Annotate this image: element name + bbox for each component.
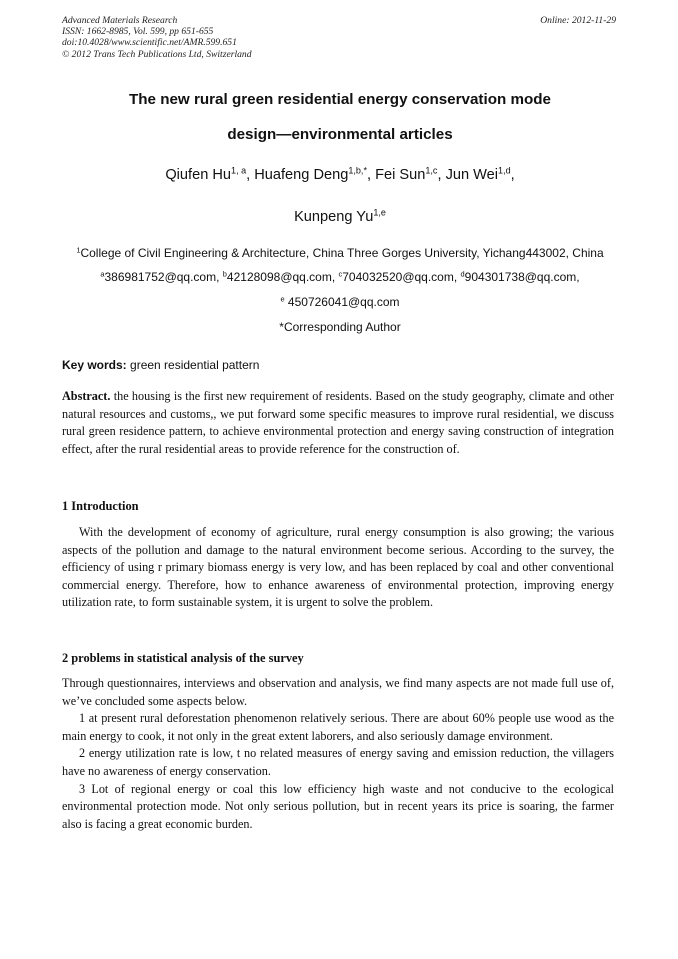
author-affiliation-sup: 1,b,* (348, 165, 367, 176)
survey-list-item: 1 at present rural deforestation phenomenon relatively serious. There are about 60% people use wood as the main energy to cook, it not only in the great extent laborers, and also seriously damage environment. (62, 711, 614, 743)
online-date: Online: 2012-11-29 (540, 15, 616, 26)
email-sup: d (460, 269, 465, 279)
email-sup: b (222, 269, 227, 279)
affiliation-text: College of Civil Engineering & Architecture, China Three Gorges University, Yichang443002, China (80, 246, 604, 260)
doi-line: doi:10.4028/www.scientific.net/AMR.599.651 (62, 37, 237, 49)
author-name: Fei Sun (375, 167, 426, 183)
email-address: 386981752@qq.com (104, 270, 217, 284)
email-address: 704032520@qq.com (342, 270, 454, 284)
issn-line: ISSN: 1662-8985, Vol. 599, pp 651-655 (62, 26, 214, 38)
author-list (62, 167, 618, 183)
affiliation-sup: 1 (76, 245, 81, 255)
abstract-label: Abstract. (62, 389, 111, 403)
email-separator: , (453, 270, 461, 284)
survey-section-body (62, 675, 614, 833)
journal-header (62, 15, 618, 60)
author-separator: , (510, 167, 515, 183)
email-separator: , (576, 270, 580, 284)
author-name: Jun Wei (445, 167, 499, 183)
email-address: 904301738@qq.com (464, 270, 577, 284)
email-address: 42128098@qq.com (226, 270, 332, 284)
survey-intro-paragraph: Through questionnaires, interviews and observation and analysis, we find many aspects are not made full use of, we’ve concluded some aspects below. (62, 676, 614, 708)
email-sup: a (100, 269, 105, 279)
section-heading-introduction: 1 Introduction (62, 499, 139, 513)
author-affiliation-sup: 1,c (425, 165, 438, 176)
author-name: Huafeng Deng (254, 167, 349, 183)
keywords (62, 358, 259, 372)
journal-name: Advanced Materials Research (62, 15, 178, 26)
copyright-line: © 2012 Trans Tech Publications Ltd, Switzerland (62, 48, 252, 60)
author-separator: , (366, 167, 376, 183)
corresponding-author-note: *Corresponding Author (279, 320, 401, 334)
author-affiliation-sup: 1,e (373, 207, 386, 218)
email-address: 450726041@qq.com (284, 295, 400, 309)
author-separator: , (437, 167, 446, 183)
keywords-label: Key words: (62, 358, 127, 372)
email-sup: c (338, 269, 343, 279)
author-separator: , (246, 167, 255, 183)
section-heading-survey-problems: 2 problems in statistical analysis of the survey (62, 651, 304, 665)
email-list (62, 270, 618, 284)
abstract (62, 388, 614, 458)
author-name: Qiufen Hu (165, 167, 232, 183)
abstract-text: the housing is the first new requirement of residents. Based on the study geography, climate and other natural resources and customs,, we put forward some specific measures to improve rural residential, we discuss rural green residence pattern, to achieve environmental protection and energy saving construction of integration effect, after the rural residential areas to provide reference for the construction of. (62, 389, 614, 456)
author-list-continued (62, 209, 618, 225)
email-separator: , (216, 270, 223, 284)
email-sup: e (280, 294, 285, 304)
email-separator: , (331, 270, 339, 284)
author-affiliation-sup: 1, a (231, 165, 247, 176)
paper-title-line-1: The new rural green residential energy conservation mode (128, 91, 551, 108)
author-affiliation-sup: 1,d (498, 165, 511, 176)
email-list-continued (62, 295, 618, 309)
author-name: Kunpeng Yu (294, 209, 374, 225)
paper-title-line-2: design—environmental articles (227, 126, 453, 143)
survey-list-item: 3 Lot of regional energy or coal this low efficiency high waste and not conducive to the ecological environmental protection mode. Not only serious pollution, but in recent years its price is soaring, the farmer also is facing a great economic burden. (62, 781, 614, 831)
affiliation (62, 246, 618, 260)
introduction-paragraph: With the development of economy of agriculture, rural energy consumption is also growing; the various aspects of the pollution and damage to the natural environment become serious. According to the survey, the efficiency of using r primary biomass energy is very low, and has been replaced by coal and other conventional commercial energy. Therefore, how to enhance awareness of environmental protection, improving energy utilization rate, to form sustainable system, it is urgent to solve the problem. (62, 525, 614, 610)
keywords-value: green residential pattern (126, 358, 260, 372)
survey-list-item: 2 energy utilization rate is low, t no related measures of energy saving and emission reduction, the villagers have no awareness of energy conservation. (62, 746, 614, 778)
